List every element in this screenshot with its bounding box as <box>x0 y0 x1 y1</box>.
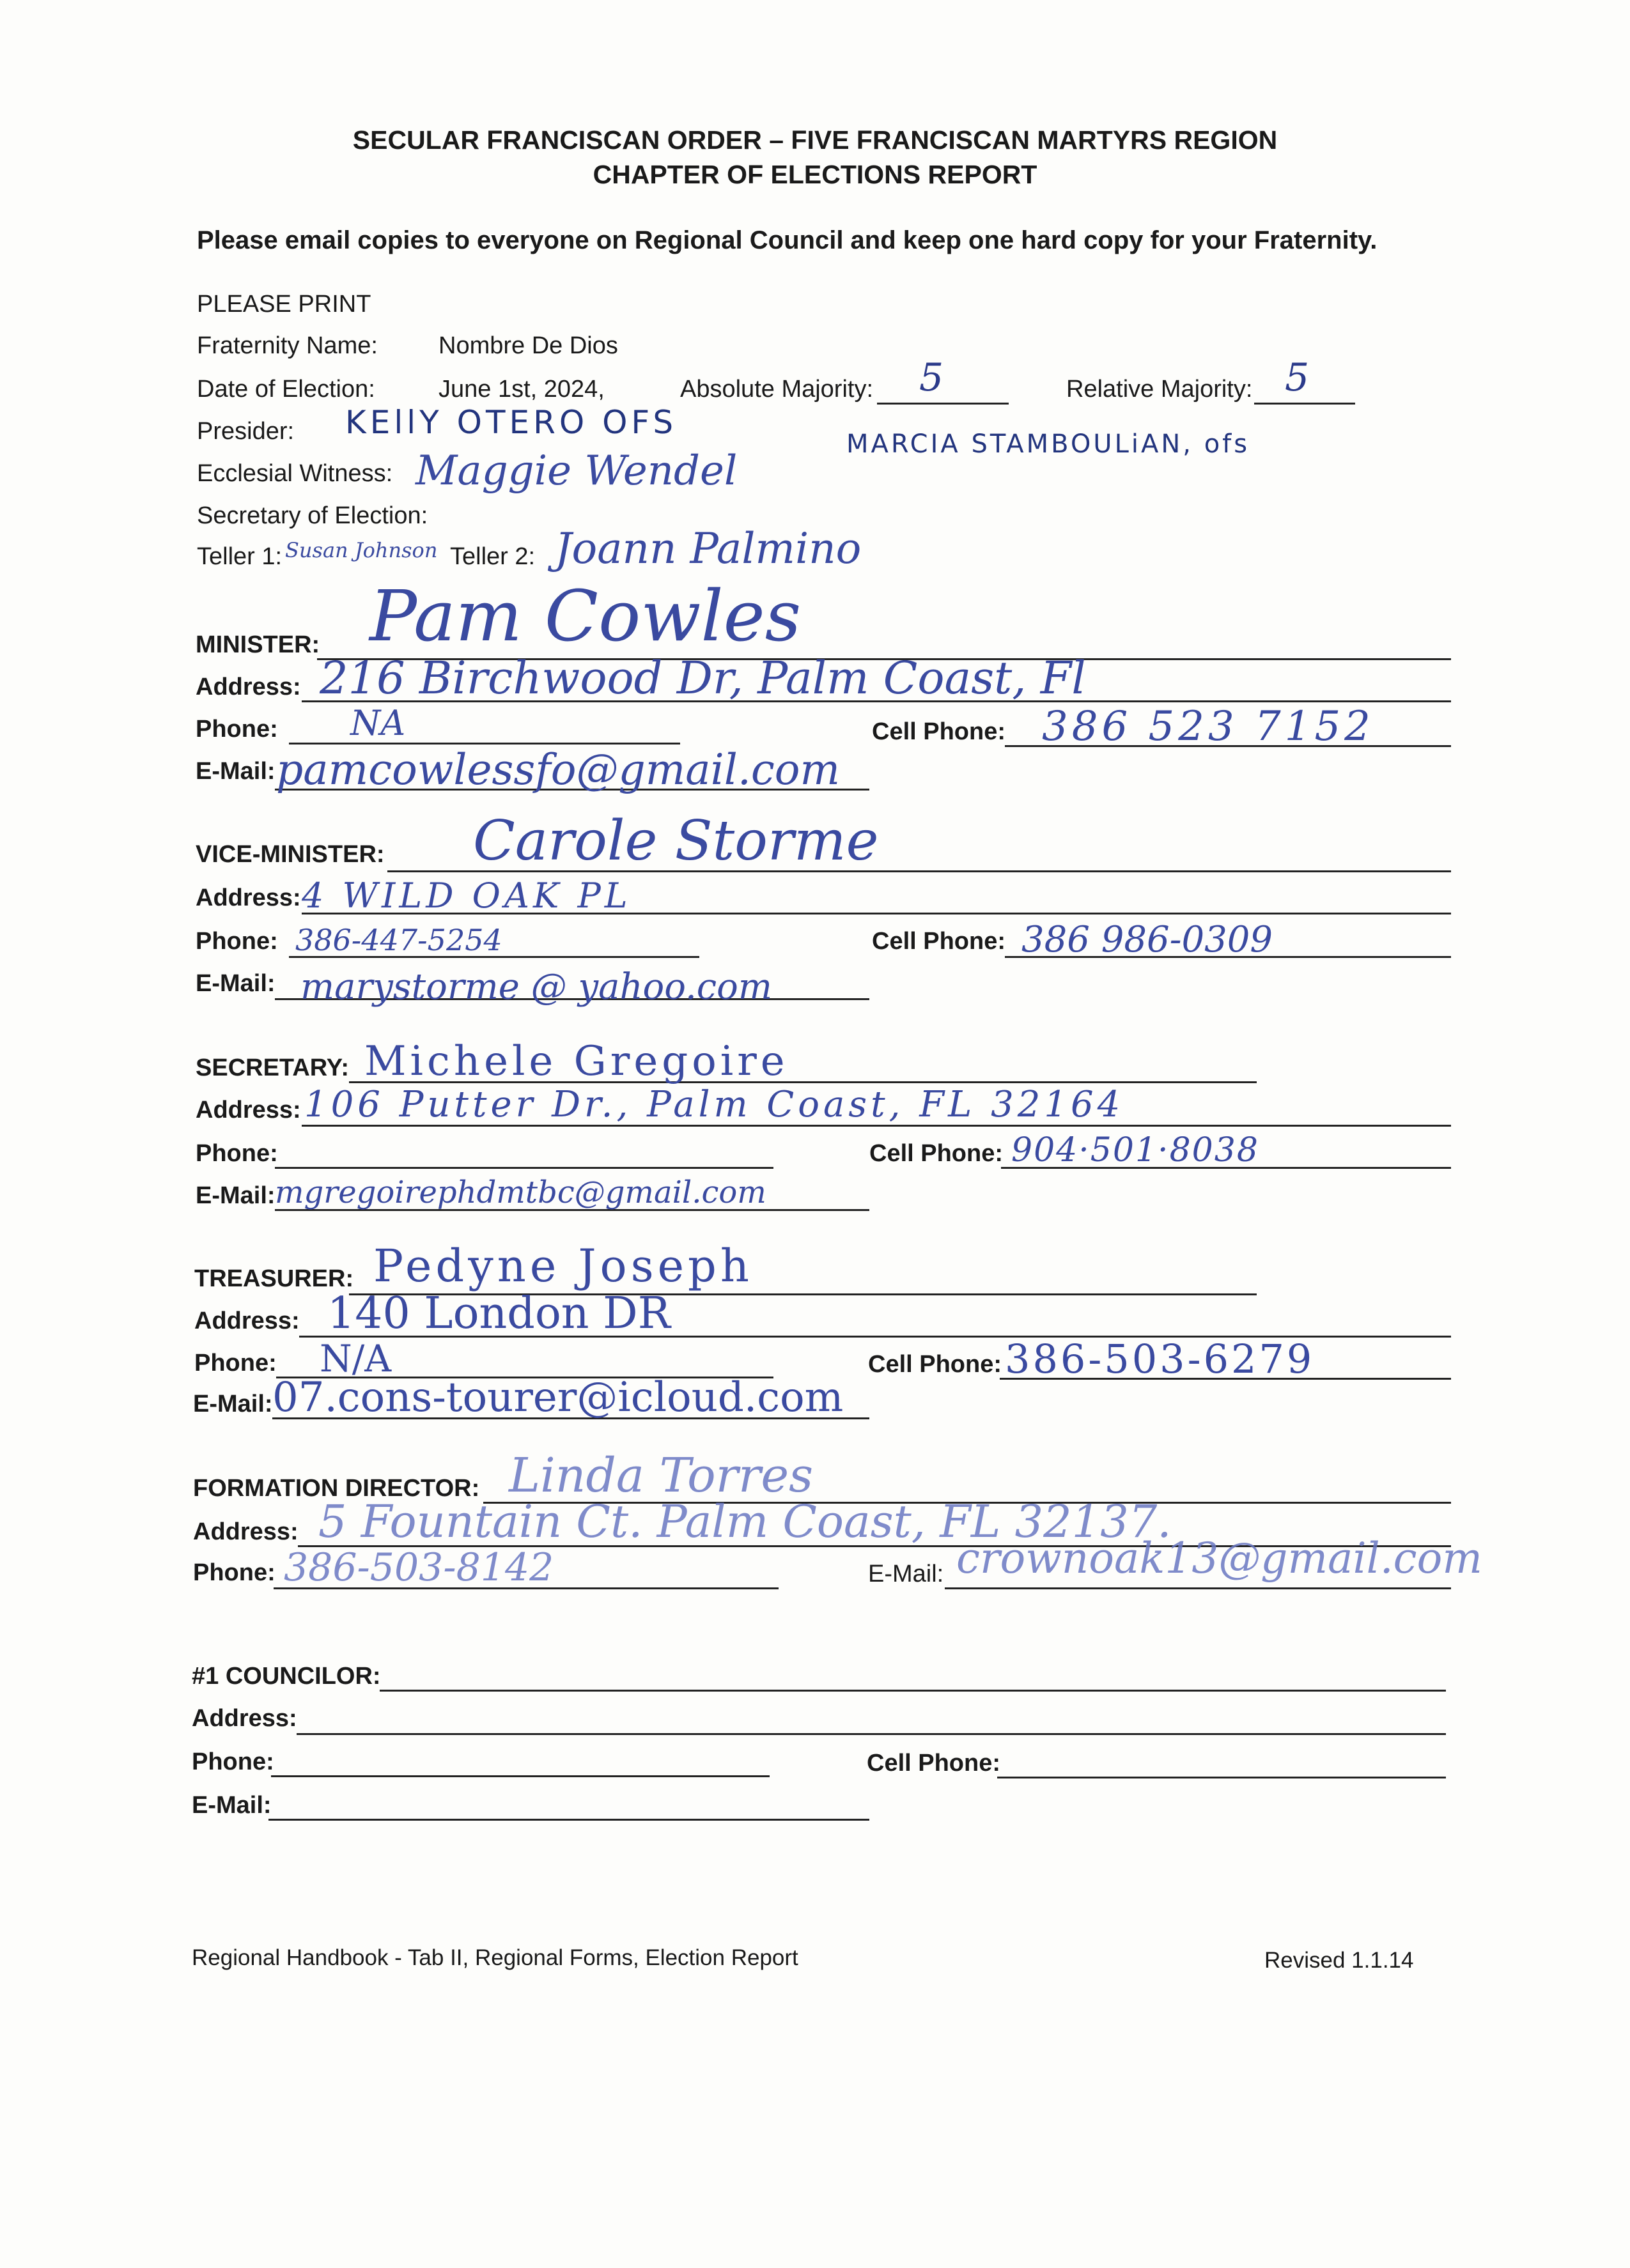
councilor1-cell-line <box>997 1777 1446 1778</box>
formation-director-address-label: Address: <box>193 1518 299 1545</box>
secretary-of-election-label: Secretary of Election: <box>197 502 428 529</box>
treasurer-email-label: E-Mail: <box>193 1391 273 1417</box>
formation-director-label: FORMATION DIRECTOR: <box>193 1475 480 1502</box>
secretary-phone-label: Phone: <box>196 1140 278 1167</box>
formation-director-name[interactable]: Linda Torres <box>509 1448 814 1503</box>
absolute-majority-line <box>877 403 1009 405</box>
minister-label: MINISTER: <box>196 631 320 658</box>
vice-minister-label: VICE-MINISTER: <box>196 841 385 868</box>
minister-address[interactable]: 216 Birchwood Dr, Palm Coast, Fl <box>320 652 1086 704</box>
minister-cell-label: Cell Phone: <box>872 718 1006 745</box>
ecclesial-witness-label: Ecclesial Witness: <box>197 460 393 487</box>
councilor1-address-line <box>297 1733 1446 1735</box>
vice-minister-cell-label: Cell Phone: <box>872 928 1006 955</box>
minister-email-label: E-Mail: <box>196 758 276 785</box>
absolute-majority-label: Absolute Majority: <box>680 376 874 403</box>
councilor1-email-label: E-Mail: <box>192 1792 272 1819</box>
fraternity-name-value[interactable]: Nombre De Dios <box>439 332 618 359</box>
secretary-address-label: Address: <box>196 1097 301 1123</box>
secretary-address[interactable]: 106 Putter Dr., Palm Coast, FL 32164 <box>304 1084 1124 1125</box>
secretary-email-label: E-Mail: <box>196 1182 276 1209</box>
teller1-label: Teller 1: <box>197 543 283 570</box>
minister-name[interactable]: Pam Cowles <box>369 575 802 657</box>
secretary-label: SECRETARY: <box>196 1054 349 1081</box>
secretary-email[interactable]: mgregoirephdmtbc@gmail.com <box>275 1175 766 1210</box>
vice-minister-phone-label: Phone: <box>196 928 278 955</box>
date-of-election-value[interactable]: June 1st, 2024, <box>439 376 605 403</box>
formation-director-email-label: E-Mail: <box>868 1561 944 1587</box>
treasurer-address-label: Address: <box>194 1308 300 1334</box>
minister-address-label: Address: <box>196 674 301 700</box>
teller1-value[interactable]: Susan Johnson <box>285 538 438 562</box>
absolute-majority-value[interactable]: 5 <box>919 355 944 400</box>
vice-minister-address-label: Address: <box>196 884 301 911</box>
formation-director-phone[interactable]: 386-503-8142 <box>284 1545 554 1590</box>
secretary-phone-line <box>275 1167 773 1169</box>
treasurer-label: TREASURER: <box>194 1265 354 1292</box>
relative-majority-label: Relative Majority: <box>1066 376 1253 403</box>
councilor1-label: #1 COUNCILOR: <box>192 1663 381 1690</box>
formation-director-email-line <box>945 1587 1451 1589</box>
councilor1-address-label: Address: <box>192 1705 297 1732</box>
treasurer-phone[interactable]: N/A <box>320 1337 392 1380</box>
treasurer-cell-label: Cell Phone: <box>868 1351 1002 1378</box>
secretary-name[interactable]: Michele Gregoire <box>364 1038 789 1085</box>
minister-phone-line <box>289 743 680 744</box>
header-title-line1: SECULAR FRANCISCAN ORDER – FIVE FRANCISCAN MARTYRS REGION <box>352 125 1278 155</box>
teller2-label: Teller 2: <box>450 543 536 570</box>
vice-minister-phone[interactable]: 386-447-5254 <box>295 923 502 957</box>
treasurer-cell[interactable]: 386-503-6279 <box>1005 1336 1315 1382</box>
presider-co-value[interactable]: MARCIA STAMBOULiAN, ofs <box>846 429 1250 459</box>
date-of-election-label: Date of Election: <box>197 376 375 403</box>
teller2-value[interactable]: Joann Palmino <box>555 524 862 573</box>
minister-cell[interactable]: 386 523 7152 <box>1042 703 1374 750</box>
relative-majority-value[interactable]: 5 <box>1285 355 1310 400</box>
vice-minister-cell[interactable]: 386 986-0309 <box>1021 919 1273 960</box>
fraternity-name-label: Fraternity Name: <box>197 332 378 359</box>
formation-director-address[interactable]: 5 Fountain Ct. Palm Coast, FL 32137. <box>318 1495 1172 1548</box>
header-title-line2: CHAPTER OF ELECTIONS REPORT <box>593 160 1037 189</box>
presider-value[interactable]: KEllY OTERO OFS <box>345 404 678 441</box>
vice-minister-email-label: E-Mail: <box>196 970 276 997</box>
councilor1-cell-label: Cell Phone: <box>867 1750 1001 1777</box>
treasurer-email[interactable]: 07.cons-tourer@icloud.com <box>272 1374 844 1421</box>
councilor1-phone-line <box>271 1775 770 1777</box>
secretary-cell-label: Cell Phone: <box>869 1140 1004 1167</box>
please-print-label: PLEASE PRINT <box>197 291 371 318</box>
treasurer-name[interactable]: Pedyne Joseph <box>373 1240 753 1292</box>
ecclesial-witness-value[interactable]: Maggie Wendel <box>415 447 738 495</box>
footer-revision: Revised 1.1.14 <box>1264 1948 1414 1973</box>
minister-phone[interactable]: NA <box>350 703 406 743</box>
minister-phone-label: Phone: <box>196 716 278 743</box>
formation-director-email[interactable]: crownoak13@gmail.com <box>956 1534 1482 1583</box>
treasurer-phone-label: Phone: <box>194 1350 277 1377</box>
vice-minister-name[interactable]: Carole Storme <box>473 809 879 873</box>
vice-minister-address[interactable]: 4 WILD OAK PL <box>302 876 632 916</box>
secretary-cell[interactable]: 904·501·8038 <box>1011 1131 1259 1169</box>
instruction-text: Please email copies to everyone on Regional Council and keep one hard copy for your Fraternity. <box>197 226 1378 254</box>
councilor1-phone-label: Phone: <box>192 1748 274 1775</box>
footer-handbook-reference: Regional Handbook - Tab II, Regional Forms, Election Report <box>192 1945 798 1970</box>
councilor1-email-line <box>268 1819 869 1821</box>
formation-director-phone-label: Phone: <box>193 1559 276 1586</box>
councilor1-name-line <box>380 1690 1446 1692</box>
vice-minister-email[interactable]: marystorme @ yahoo.com <box>300 966 772 1008</box>
treasurer-address[interactable]: 140 London DR <box>327 1288 671 1339</box>
relative-majority-line <box>1254 403 1355 405</box>
minister-email[interactable]: pamcowlessfo@gmail.com <box>276 745 841 794</box>
presider-label: Presider: <box>197 418 295 445</box>
